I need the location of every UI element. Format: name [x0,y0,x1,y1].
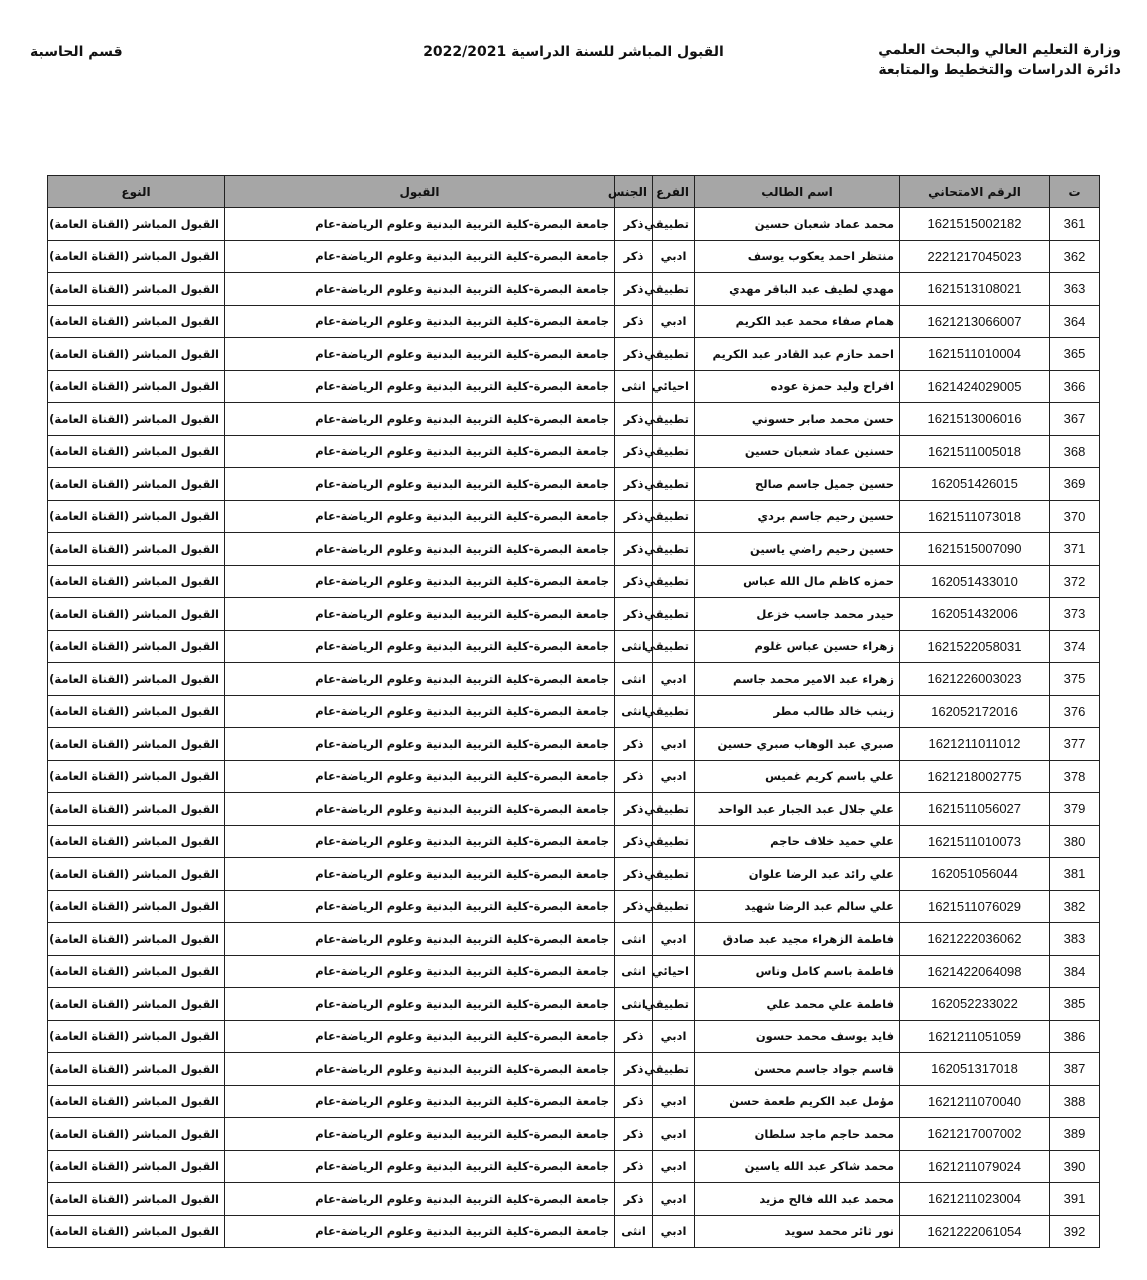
type-cell: القبول المباشر (القناة العامة) [48,370,225,403]
serial-cell: 368 [1050,435,1100,468]
serial-cell: 376 [1050,695,1100,728]
student-name-cell: علي سالم عبد الرضا شهيد [695,890,900,923]
admission-cell: جامعة البصرة-كلية التربية البدنية وعلوم الرياضة-عام [225,240,615,273]
table-header-row [48,176,1100,208]
student-name-cell: منتظر احمد يعكوب يوسف [695,240,900,273]
table-row [48,1020,1100,1053]
gender-cell: ذكر [615,1085,653,1118]
exam-number-cell: 1621511005018 [900,435,1050,468]
branch-cell: ادبي [653,760,695,793]
admission-cell: جامعة البصرة-كلية التربية البدنية وعلوم الرياضة-عام [225,695,615,728]
branch-cell: تطبيقي [653,988,695,1021]
branch-cell: تطبيقي [653,468,695,501]
gender-cell: ذكر [615,890,653,923]
admission-cell: جامعة البصرة-كلية التربية البدنية وعلوم الرياضة-عام [225,468,615,501]
branch-cell: تطبيقي [653,533,695,566]
gender-cell: ذكر [615,208,653,241]
table-row [48,273,1100,306]
admission-cell: جامعة البصرة-كلية التربية البدنية وعلوم الرياضة-عام [225,435,615,468]
type-cell: القبول المباشر (القناة العامة) [48,1085,225,1118]
col-header-branch: الفرع [653,176,695,208]
branch-cell: ادبي [653,1020,695,1053]
exam-number-cell: 2221217045023 [900,240,1050,273]
table-row [48,890,1100,923]
gender-cell: ذكر [615,500,653,533]
branch-cell: تطبيقي [653,695,695,728]
table-row [48,760,1100,793]
student-name-cell: حسين جميل جاسم صالح [695,468,900,501]
type-cell: القبول المباشر (القناة العامة) [48,240,225,273]
student-name-cell: نور ثائر محمد سويد [695,1215,900,1248]
gender-cell: ذكر [615,1020,653,1053]
admission-cell: جامعة البصرة-كلية التربية البدنية وعلوم الرياضة-عام [225,565,615,598]
type-cell: القبول المباشر (القناة العامة) [48,663,225,696]
table-row [48,728,1100,761]
admission-cell: جامعة البصرة-كلية التربية البدنية وعلوم الرياضة-عام [225,500,615,533]
type-cell: القبول المباشر (القناة العامة) [48,858,225,891]
page-title: القبول المباشر للسنة الدراسية 2022/2021 [423,44,724,60]
serial-cell: 379 [1050,793,1100,826]
exam-number-cell: 1621422064098 [900,955,1050,988]
gender-cell: ذكر [615,760,653,793]
branch-cell: احيائي [653,955,695,988]
serial-cell: 390 [1050,1150,1100,1183]
admission-cell: جامعة البصرة-كلية التربية البدنية وعلوم الرياضة-عام [225,533,615,566]
admission-cell: جامعة البصرة-كلية التربية البدنية وعلوم الرياضة-عام [225,305,615,338]
exam-number-cell: 1621515002182 [900,208,1050,241]
serial-cell: 370 [1050,500,1100,533]
table-body [48,208,1100,1248]
table-row [48,988,1100,1021]
branch-cell: تطبيقي [653,208,695,241]
branch-cell: تطبيقي [653,598,695,631]
branch-cell: ادبي [653,1118,695,1151]
type-cell: القبول المباشر (القناة العامة) [48,988,225,1021]
gender-cell: ذكر [615,858,653,891]
admission-cell: جامعة البصرة-كلية التربية البدنية وعلوم الرياضة-عام [225,793,615,826]
gender-cell: ذكر [615,533,653,566]
admission-cell: جامعة البصرة-كلية التربية البدنية وعلوم الرياضة-عام [225,858,615,891]
branch-cell: ادبي [653,1085,695,1118]
type-cell: القبول المباشر (القناة العامة) [48,208,225,241]
gender-cell: ذكر [615,1150,653,1183]
serial-cell: 392 [1050,1215,1100,1248]
exam-number-cell: 1621515007090 [900,533,1050,566]
col-header-gender: الجنس [615,176,653,208]
branch-cell: ادبي [653,923,695,956]
student-name-cell: همام صفاء محمد عبد الكريم [695,305,900,338]
branch-cell: ادبي [653,1183,695,1216]
student-name-cell: حسين رحيم راضي ياسين [695,533,900,566]
table-row [48,305,1100,338]
table-row [48,1215,1100,1248]
gender-cell: ذكر [615,435,653,468]
student-name-cell: علي رائد عبد الرضا علوان [695,858,900,891]
gender-cell: انثى [615,630,653,663]
student-name-cell: حسن محمد صابر حسوني [695,403,900,436]
exam-number-cell: 1621511073018 [900,500,1050,533]
admission-cell: جامعة البصرة-كلية التربية البدنية وعلوم الرياضة-عام [225,273,615,306]
exam-number-cell: 162051433010 [900,565,1050,598]
table-row [48,793,1100,826]
exam-number-cell: 1621218002775 [900,760,1050,793]
admission-cell: جامعة البصرة-كلية التربية البدنية وعلوم الرياضة-عام [225,1020,615,1053]
student-name-cell: حسنين عماد شعبان حسين [695,435,900,468]
type-cell: القبول المباشر (القناة العامة) [48,1020,225,1053]
student-name-cell: احمد حازم عبد القادر عبد الكريم [695,338,900,371]
type-cell: القبول المباشر (القناة العامة) [48,728,225,761]
admission-cell: جامعة البصرة-كلية التربية البدنية وعلوم الرياضة-عام [225,1118,615,1151]
branch-cell: تطبيقي [653,825,695,858]
table-row [48,370,1100,403]
student-name-cell: مهدي لطيف عبد الباقر مهدي [695,273,900,306]
student-name-cell: فاطمة علي محمد علي [695,988,900,1021]
branch-cell: ادبي [653,240,695,273]
branch-cell: تطبيقي [653,403,695,436]
branch-cell: تطبيقي [653,435,695,468]
student-name-cell: محمد عبد الله فالح مزيد [695,1183,900,1216]
gender-cell: ذكر [615,825,653,858]
serial-cell: 387 [1050,1053,1100,1086]
admission-cell: جامعة البصرة-كلية التربية البدنية وعلوم الرياضة-عام [225,403,615,436]
serial-cell: 367 [1050,403,1100,436]
admission-cell: جامعة البصرة-كلية التربية البدنية وعلوم الرياضة-عام [225,923,615,956]
serial-cell: 377 [1050,728,1100,761]
table-row [48,1150,1100,1183]
exam-number-cell: 1621211011012 [900,728,1050,761]
type-cell: القبول المباشر (القناة العامة) [48,403,225,436]
branch-cell: تطبيقي [653,793,695,826]
serial-cell: 366 [1050,370,1100,403]
type-cell: القبول المباشر (القناة العامة) [48,630,225,663]
exam-number-cell: 162051432006 [900,598,1050,631]
gender-cell: ذكر [615,273,653,306]
table-row [48,598,1100,631]
serial-cell: 362 [1050,240,1100,273]
exam-number-cell: 162052172016 [900,695,1050,728]
branch-cell: ادبي [653,1215,695,1248]
admission-cell: جامعة البصرة-كلية التربية البدنية وعلوم الرياضة-عام [225,630,615,663]
table-row [48,500,1100,533]
serial-cell: 369 [1050,468,1100,501]
exam-number-cell: 1621211023004 [900,1183,1050,1216]
table-row [48,565,1100,598]
table-row [48,435,1100,468]
col-header-student-name: اسم الطالب [695,176,900,208]
admission-cell: جامعة البصرة-كلية التربية البدنية وعلوم الرياضة-عام [225,1150,615,1183]
branch-cell: تطبيقي [653,858,695,891]
admission-cell: جامعة البصرة-كلية التربية البدنية وعلوم الرياضة-عام [225,955,615,988]
col-header-type: النوع [48,176,225,208]
table-row [48,1085,1100,1118]
section-name: قسم الحاسبة [30,44,123,60]
student-name-cell: فايد يوسف محمد حسون [695,1020,900,1053]
serial-cell: 388 [1050,1085,1100,1118]
serial-cell: 374 [1050,630,1100,663]
type-cell: القبول المباشر (القناة العامة) [48,760,225,793]
student-name-cell: محمد شاكر عبد الله ياسين [695,1150,900,1183]
gender-cell: انثى [615,988,653,1021]
admission-cell: جامعة البصرة-كلية التربية البدنية وعلوم الرياضة-عام [225,760,615,793]
type-cell: القبول المباشر (القناة العامة) [48,923,225,956]
exam-number-cell: 162051056044 [900,858,1050,891]
gender-cell: ذكر [615,468,653,501]
type-cell: القبول المباشر (القناة العامة) [48,793,225,826]
table-row [48,208,1100,241]
serial-cell: 375 [1050,663,1100,696]
student-name-cell: فاطمة باسم كامل وناس [695,955,900,988]
student-name-cell: محمد عماد شعبان حسين [695,208,900,241]
exam-number-cell: 1621522058031 [900,630,1050,663]
student-name-cell: زينب خالد طالب مطر [695,695,900,728]
type-cell: القبول المباشر (القناة العامة) [48,1118,225,1151]
ministry-name: وزارة التعليم العالي والبحث العلمي [878,42,1121,58]
table-row [48,630,1100,663]
gender-cell: ذكر [615,793,653,826]
student-name-cell: زهراء عبد الامير محمد جاسم [695,663,900,696]
exam-number-cell: 1621513108021 [900,273,1050,306]
table-row [48,240,1100,273]
table-row [48,1053,1100,1086]
student-name-cell: صبري عبد الوهاب صبري حسين [695,728,900,761]
col-header-exam-number: الرقم الامتحاني [900,176,1050,208]
type-cell: القبول المباشر (القناة العامة) [48,1150,225,1183]
type-cell: القبول المباشر (القناة العامة) [48,1183,225,1216]
student-name-cell: علي جلال عبد الجبار عبد الواحد [695,793,900,826]
type-cell: القبول المباشر (القناة العامة) [48,1053,225,1086]
gender-cell: انثى [615,955,653,988]
exam-number-cell: 1621222036062 [900,923,1050,956]
student-name-cell: علي حميد خلاف حاجم [695,825,900,858]
admission-cell: جامعة البصرة-كلية التربية البدنية وعلوم الرياضة-عام [225,208,615,241]
serial-cell: 372 [1050,565,1100,598]
gender-cell: ذكر [615,403,653,436]
table-row [48,695,1100,728]
branch-cell: ادبي [653,663,695,696]
student-name-cell: حيدر محمد جاسب خزعل [695,598,900,631]
type-cell: القبول المباشر (القناة العامة) [48,565,225,598]
type-cell: القبول المباشر (القناة العامة) [48,273,225,306]
gender-cell: انثى [615,663,653,696]
serial-cell: 371 [1050,533,1100,566]
branch-cell: تطبيقي [653,890,695,923]
col-header-serial: ت [1050,176,1100,208]
serial-cell: 378 [1050,760,1100,793]
student-name-cell: حسين رحيم جاسم بردي [695,500,900,533]
admission-cell: جامعة البصرة-كلية التربية البدنية وعلوم الرياضة-عام [225,370,615,403]
department-name: دائرة الدراسات والتخطيط والمتابعة [878,62,1121,78]
exam-number-cell: 1621222061054 [900,1215,1050,1248]
exam-number-cell: 1621217007002 [900,1118,1050,1151]
admission-cell: جامعة البصرة-كلية التربية البدنية وعلوم الرياضة-عام [225,825,615,858]
type-cell: القبول المباشر (القناة العامة) [48,533,225,566]
student-name-cell: فاطمة الزهراء مجيد عبد صادق [695,923,900,956]
serial-cell: 364 [1050,305,1100,338]
table-row [48,923,1100,956]
exam-number-cell: 1621511010004 [900,338,1050,371]
type-cell: القبول المباشر (القناة العامة) [48,598,225,631]
student-name-cell: قاسم جواد جاسم محسن [695,1053,900,1086]
serial-cell: 373 [1050,598,1100,631]
gender-cell: ذكر [615,1183,653,1216]
type-cell: القبول المباشر (القناة العامة) [48,890,225,923]
gender-cell: ذكر [615,338,653,371]
exam-number-cell: 1621511076029 [900,890,1050,923]
table-row [48,858,1100,891]
admission-cell: جامعة البصرة-كلية التربية البدنية وعلوم الرياضة-عام [225,663,615,696]
student-name-cell: حمزه كاظم مال الله عباس [695,565,900,598]
admission-cell: جامعة البصرة-كلية التربية البدنية وعلوم الرياضة-عام [225,338,615,371]
gender-cell: ذكر [615,565,653,598]
admission-cell: جامعة البصرة-كلية التربية البدنية وعلوم الرياضة-عام [225,1085,615,1118]
table-row [48,1118,1100,1151]
branch-cell: تطبيقي [653,273,695,306]
gender-cell: انثى [615,695,653,728]
student-name-cell: علي باسم كريم غميس [695,760,900,793]
admissions-table [47,175,1100,1248]
branch-cell: ادبي [653,1150,695,1183]
col-header-admission: القبول [225,176,615,208]
serial-cell: 389 [1050,1118,1100,1151]
student-name-cell: زهراء حسين عباس غلوم [695,630,900,663]
serial-cell: 363 [1050,273,1100,306]
admission-cell: جامعة البصرة-كلية التربية البدنية وعلوم الرياضة-عام [225,1215,615,1248]
branch-cell: تطبيقي [653,630,695,663]
table-row [48,338,1100,371]
type-cell: القبول المباشر (القناة العامة) [48,338,225,371]
serial-cell: 391 [1050,1183,1100,1216]
table-row [48,955,1100,988]
type-cell: القبول المباشر (القناة العامة) [48,468,225,501]
table-row [48,533,1100,566]
table-row [48,1183,1100,1216]
serial-cell: 386 [1050,1020,1100,1053]
exam-number-cell: 1621211079024 [900,1150,1050,1183]
gender-cell: ذكر [615,1053,653,1086]
admission-cell: جامعة البصرة-كلية التربية البدنية وعلوم الرياضة-عام [225,728,615,761]
table-row [48,825,1100,858]
exam-number-cell: 1621424029005 [900,370,1050,403]
serial-cell: 382 [1050,890,1100,923]
serial-cell: 383 [1050,923,1100,956]
table-row [48,468,1100,501]
branch-cell: تطبيقي [653,565,695,598]
type-cell: القبول المباشر (القناة العامة) [48,955,225,988]
gender-cell: ذكر [615,728,653,761]
admission-cell: جامعة البصرة-كلية التربية البدنية وعلوم الرياضة-عام [225,1053,615,1086]
exam-number-cell: 1621211070040 [900,1085,1050,1118]
admission-cell: جامعة البصرة-كلية التربية البدنية وعلوم الرياضة-عام [225,890,615,923]
exam-number-cell: 1621511010073 [900,825,1050,858]
gender-cell: ذكر [615,305,653,338]
gender-cell: ذكر [615,1118,653,1151]
gender-cell: انثى [615,1215,653,1248]
admission-cell: جامعة البصرة-كلية التربية البدنية وعلوم الرياضة-عام [225,988,615,1021]
exam-number-cell: 1621226003023 [900,663,1050,696]
type-cell: القبول المباشر (القناة العامة) [48,305,225,338]
type-cell: القبول المباشر (القناة العامة) [48,1215,225,1248]
branch-cell: تطبيقي [653,338,695,371]
type-cell: القبول المباشر (القناة العامة) [48,695,225,728]
branch-cell: تطبيقي [653,500,695,533]
student-name-cell: افراح وليد حمزة عوده [695,370,900,403]
table-row [48,403,1100,436]
exam-number-cell: 162051426015 [900,468,1050,501]
exam-number-cell: 1621211051059 [900,1020,1050,1053]
branch-cell: ادبي [653,305,695,338]
serial-cell: 365 [1050,338,1100,371]
serial-cell: 385 [1050,988,1100,1021]
branch-cell: ادبي [653,728,695,761]
exam-number-cell: 1621513006016 [900,403,1050,436]
exam-number-cell: 162051317018 [900,1053,1050,1086]
gender-cell: انثى [615,370,653,403]
gender-cell: انثى [615,923,653,956]
serial-cell: 361 [1050,208,1100,241]
student-name-cell: مؤمل عبد الكريم طعمة حسن [695,1085,900,1118]
admission-cell: جامعة البصرة-كلية التربية البدنية وعلوم الرياضة-عام [225,1183,615,1216]
table-row [48,663,1100,696]
serial-cell: 381 [1050,858,1100,891]
serial-cell: 380 [1050,825,1100,858]
student-name-cell: محمد حاجم ماجد سلطان [695,1118,900,1151]
type-cell: القبول المباشر (القناة العامة) [48,825,225,858]
branch-cell: تطبيقي [653,1053,695,1086]
exam-number-cell: 1621213066007 [900,305,1050,338]
admission-cell: جامعة البصرة-كلية التربية البدنية وعلوم الرياضة-عام [225,598,615,631]
type-cell: القبول المباشر (القناة العامة) [48,435,225,468]
gender-cell: ذكر [615,598,653,631]
serial-cell: 384 [1050,955,1100,988]
exam-number-cell: 1621511056027 [900,793,1050,826]
gender-cell: ذكر [615,240,653,273]
type-cell: القبول المباشر (القناة العامة) [48,500,225,533]
branch-cell: احيائي [653,370,695,403]
exam-number-cell: 162052233022 [900,988,1050,1021]
